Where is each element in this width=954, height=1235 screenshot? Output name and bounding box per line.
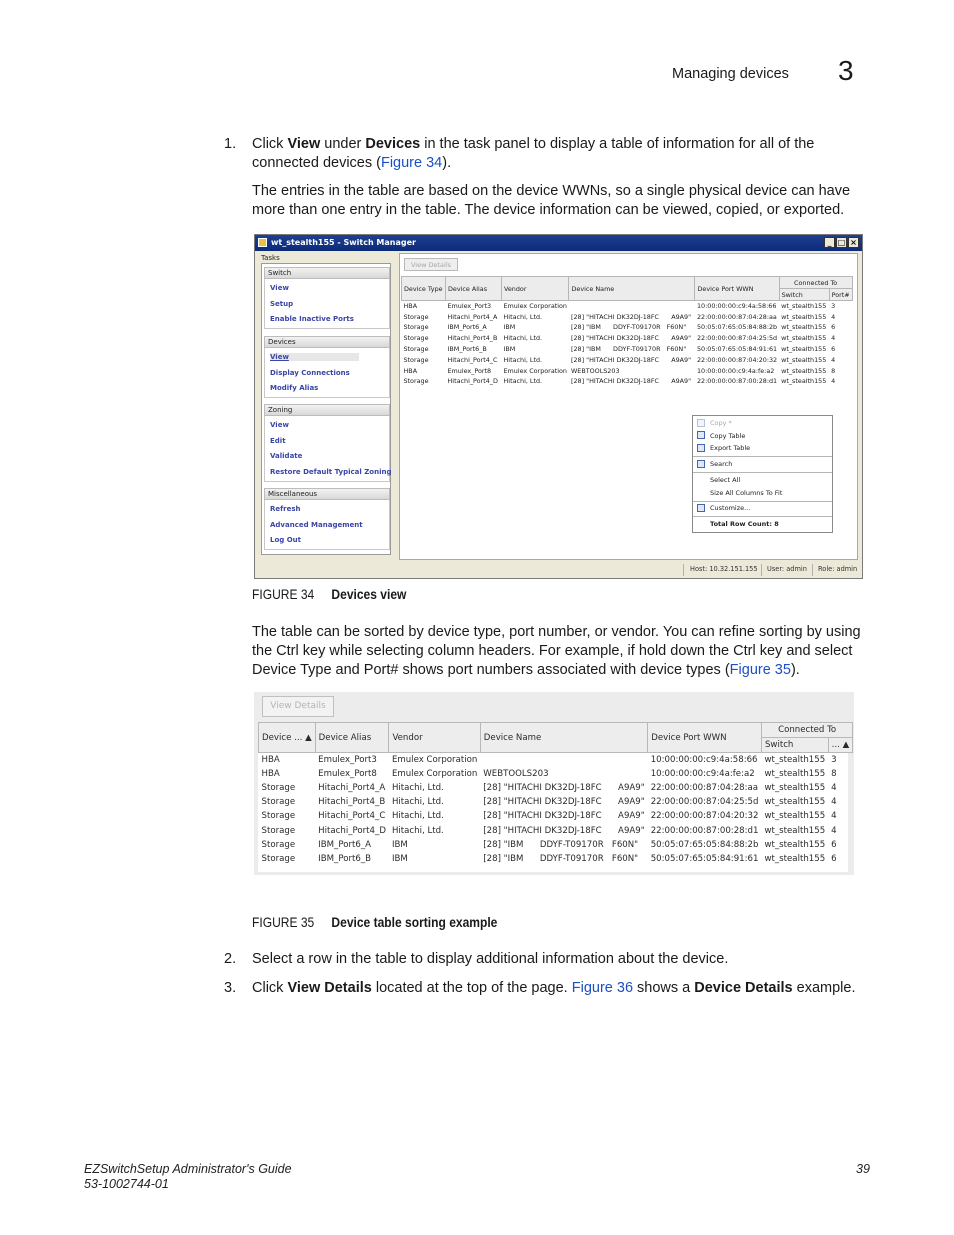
- table-cell: Storage: [261, 825, 296, 836]
- zoning-group: Zoning View Edit Validate Restore Default Typical Zoning: [264, 404, 390, 482]
- table-cell: Storage: [261, 853, 296, 864]
- table-cell: 4: [831, 355, 836, 364]
- sorted-table-area: [258, 722, 848, 872]
- table-cell: [28] "HITACHI DK32DJ-18FC A9A9": [570, 312, 692, 321]
- table-cell: Hitachi, Ltd.: [503, 355, 543, 364]
- table-row[interactable]: [402, 322, 853, 333]
- table-cell: Emulex Corporation: [503, 302, 567, 311]
- table-cell: Storage: [403, 345, 429, 354]
- col-vendor[interactable]: Vendor: [502, 277, 569, 301]
- step-1-paragraph: The entries in the table are based on the device WWNs, so a single physical device can have more than one entry in the table. The device information can be viewed, copied, or exported.: [252, 183, 851, 218]
- table-row[interactable]: [259, 838, 853, 852]
- switch-manager-window: [254, 234, 863, 579]
- table-row[interactable]: [402, 301, 853, 312]
- sorted-devices-table: [258, 722, 853, 866]
- table-cell: Storage: [261, 782, 296, 793]
- col-device-type[interactable]: Device Type: [402, 277, 446, 301]
- task-zoning-edit[interactable]: Edit: [270, 436, 286, 445]
- table-cell: IBM: [503, 323, 516, 332]
- table-cell: Emulex Corporation: [391, 768, 478, 779]
- table-cell: 22:00:00:00:87:04:25:5d: [696, 334, 778, 343]
- col-switch[interactable]: Switch: [779, 289, 829, 301]
- status-user: User: admin: [767, 565, 807, 573]
- task-log-out[interactable]: Log Out: [270, 536, 301, 544]
- figure-35-caption: FIGURE 35 Device table sorting example: [252, 914, 498, 930]
- footer-page-number: 39: [856, 1162, 870, 1176]
- table-cell: wt_stealth155: [764, 797, 826, 808]
- table-cell: IBM: [391, 839, 408, 850]
- table-row[interactable]: [402, 311, 853, 322]
- table-cell: [28] "HITACHI DK32DJ-18FC A9A9": [570, 334, 692, 343]
- view-details-button[interactable]: View Details: [262, 696, 334, 717]
- table-cell: IBM_Port6_B: [447, 345, 487, 354]
- step-2-text: Select a row in the table to display additional information about the device.: [252, 951, 729, 967]
- table-cell: Storage: [261, 811, 296, 822]
- table-cell: IBM: [391, 853, 408, 864]
- task-modify-alias[interactable]: Modify Alias: [270, 384, 319, 392]
- col-device-port-wwn[interactable]: Device Port WWN: [695, 277, 779, 301]
- table-cell: Hitachi_Port4_B: [447, 334, 498, 343]
- task-switch-setup[interactable]: Setup: [270, 299, 294, 308]
- table-cell: 50:05:07:65:05:84:88:2b: [696, 323, 778, 332]
- table-cell: 50:05:07:65:05:84:91:61: [696, 345, 778, 354]
- table-cell: Emulex_Port3: [318, 754, 377, 765]
- table-cell: Storage: [403, 355, 429, 364]
- table-cell: [28] "HITACHI DK32DJ-18FC A9A9": [483, 782, 645, 793]
- table-cell: Hitachi_Port4_C: [447, 355, 498, 364]
- table-cell: 4: [831, 811, 837, 822]
- table-cell: WEBTOOLS203: [570, 366, 620, 375]
- table-cell: 10:00:00:00:c9:4a:58:66: [696, 302, 777, 311]
- col-port[interactable]: Port#: [829, 289, 852, 301]
- task-refresh[interactable]: Refresh: [270, 505, 301, 513]
- table-row[interactable]: [259, 823, 853, 837]
- table-cell: HBA: [261, 768, 280, 779]
- table-cell: 4: [831, 334, 836, 343]
- table-row[interactable]: [402, 344, 853, 355]
- table-cell: wt_stealth155: [764, 782, 826, 793]
- table-cell: 10:00:00:00:c9:4a:58:66: [650, 754, 758, 765]
- table-cell: Hitachi_Port4_B: [318, 797, 386, 808]
- task-zoning-view[interactable]: View: [270, 421, 289, 429]
- table-cell: Hitachi, Ltd.: [503, 312, 543, 321]
- task-display-connections[interactable]: Display Connections: [270, 368, 350, 377]
- search-icon: [697, 460, 705, 468]
- table-cell: IBM_Port6_A: [447, 323, 487, 332]
- table-cell: HBA: [261, 754, 280, 765]
- table-cell: Hitachi, Ltd.: [391, 782, 444, 793]
- table-cell: [569, 301, 695, 312]
- step-number: 1.: [224, 136, 237, 152]
- task-enable-inactive-ports[interactable]: Enable Inactive Ports: [270, 315, 354, 323]
- copy-table-icon: [697, 431, 705, 439]
- copy-icon: [697, 419, 705, 427]
- table-cell: [28] "HITACHI DK32DJ-18FC A9A9": [570, 355, 692, 364]
- table-cell: 22:00:00:00:87:00:28:d1: [696, 377, 778, 386]
- table-cell: wt_stealth155: [781, 366, 827, 375]
- table-row[interactable]: [402, 333, 853, 344]
- table-row[interactable]: [259, 767, 853, 781]
- switch-group: Switch View Setup Enable Inactive Ports: [264, 267, 390, 329]
- col-device-type-sorted[interactable]: Device ... ▲: [259, 723, 316, 753]
- table-cell: Storage: [261, 839, 296, 850]
- task-advanced-management[interactable]: Advanced Management: [270, 520, 363, 529]
- task-switch-view[interactable]: View: [270, 284, 289, 292]
- table-row[interactable]: [259, 781, 853, 795]
- col-switch[interactable]: Switch: [761, 738, 828, 753]
- table-cell: Hitachi, Ltd.: [503, 334, 543, 343]
- table-cell: wt_stealth155: [781, 312, 827, 321]
- export-icon: [697, 444, 705, 452]
- step-number: 3.: [224, 980, 237, 996]
- table-cell: wt_stealth155: [764, 754, 826, 765]
- chapter-number: 3: [838, 55, 854, 86]
- table-row[interactable]: [402, 354, 853, 365]
- view-details-button[interactable]: View Details: [404, 258, 458, 271]
- menu-customize[interactable]: Customize...: [710, 504, 751, 512]
- footer-guide-title: EZSwitchSetup Administrator's Guide: [84, 1162, 292, 1176]
- table-cell: Hitachi, Ltd.: [391, 797, 444, 808]
- table-cell: [28] "HITACHI DK32DJ-18FC A9A9": [483, 811, 645, 822]
- table-cell: wt_stealth155: [781, 334, 827, 343]
- table-cell: 6: [831, 839, 837, 850]
- col-vendor[interactable]: Vendor: [389, 723, 480, 753]
- sorting-paragraph: The table can be sorted by device type, port number, or vendor. You can refine sorting by using the Ctrl key while selecting column headers. For example, if hold down the Ctrl key and select Device Type and Port# shows port numbers associated with device types (Figure 35).: [252, 624, 861, 678]
- step-1-text: Click View under Devices in the task panel to display a table of information for all of the connected devices (Figure 34).: [252, 136, 815, 171]
- table-cell: 4: [831, 312, 836, 321]
- col-connected-to: Connected To: [779, 277, 852, 289]
- close-button[interactable]: ×: [848, 237, 859, 248]
- customize-icon: [697, 504, 705, 512]
- menu-select-all[interactable]: Select All: [710, 476, 741, 484]
- app-icon: [258, 238, 267, 247]
- col-device-name[interactable]: Device Name: [569, 277, 695, 301]
- table-cell: wt_stealth155: [781, 355, 827, 364]
- running-header-title: Managing devices: [672, 66, 789, 82]
- table-row[interactable]: [259, 809, 853, 823]
- menu-copy-table[interactable]: Copy Table: [710, 432, 746, 440]
- table-cell: 6: [831, 345, 836, 354]
- table-row[interactable]: [259, 795, 853, 809]
- context-menu: [692, 415, 833, 533]
- table-cell: Storage: [403, 334, 429, 343]
- table-cell: 22:00:00:00:87:04:28:aa: [696, 312, 777, 321]
- task-restore-default-zoning[interactable]: Restore Default Typical Zoning: [270, 467, 392, 476]
- table-cell: IBM_Port6_B: [318, 853, 372, 864]
- table-cell: Hitachi, Ltd.: [391, 811, 444, 822]
- table-cell: 8: [831, 366, 836, 375]
- table-cell: IBM: [503, 345, 516, 354]
- status-role: Role: admin: [818, 565, 858, 573]
- table-cell: 4: [831, 377, 836, 386]
- task-panel: [261, 263, 391, 555]
- table-cell: [28] "HITACHI DK32DJ-18FC A9A9": [570, 377, 692, 386]
- table-cell: Emulex Corporation: [391, 754, 478, 765]
- table-cell: 4: [831, 797, 837, 808]
- task-zoning-validate[interactable]: Validate: [270, 452, 303, 460]
- table-cell: 22:00:00:00:87:04:20:32: [696, 355, 778, 364]
- table-cell: wt_stealth155: [781, 323, 827, 332]
- table-cell: [28] "HITACHI DK32DJ-18FC A9A9": [483, 825, 645, 836]
- table-cell: Hitachi_Port4_A: [447, 312, 498, 321]
- col-device-alias[interactable]: Device Alias: [446, 277, 502, 301]
- table-cell: 6: [831, 853, 837, 864]
- table-cell: 10:00:00:00:c9:4a:fe:a2: [696, 366, 775, 375]
- table-cell: Storage: [261, 797, 296, 808]
- status-bar: [255, 563, 862, 577]
- table-cell: [28] "IBM DDYF-T09170R F60N": [483, 853, 639, 864]
- table-cell: Hitachi, Ltd.: [391, 825, 444, 836]
- menu-search[interactable]: Search: [710, 460, 733, 468]
- window-titlebar: wt_stealth155 - Switch Manager _ □ ×: [255, 235, 862, 251]
- table-cell: Emulex_Port8: [447, 366, 492, 375]
- table-cell: Storage: [403, 312, 429, 321]
- table-cell: 3: [831, 754, 837, 765]
- devices-group: Devices View Display Connections Modify Alias: [264, 336, 390, 398]
- minimize-button[interactable]: _: [824, 237, 835, 248]
- sorted-table-figure: [254, 692, 854, 875]
- table-cell: 50:05:07:65:05:84:88:2b: [650, 839, 759, 850]
- table-cell: wt_stealth155: [764, 768, 826, 779]
- table-cell: 22:00:00:00:87:00:28:d1: [650, 825, 759, 836]
- menu-export-table[interactable]: Export Table: [710, 444, 751, 452]
- menu-size-all-columns[interactable]: Size All Columns To Fit: [710, 489, 783, 497]
- table-cell: 22:00:00:00:87:04:25:5d: [650, 797, 759, 808]
- footer-doc-number: 53-1002744-01: [84, 1177, 169, 1191]
- table-cell: wt_stealth155: [764, 811, 826, 822]
- table-cell: 3: [831, 302, 836, 311]
- table-cell: wt_stealth155: [781, 345, 827, 354]
- maximize-button[interactable]: □: [837, 238, 846, 247]
- table-cell: [28] "IBM DDYF-T09170R F60N": [483, 839, 639, 850]
- table-cell: Hitachi_Port4_D: [318, 825, 386, 836]
- table-cell: 22:00:00:00:87:04:28:aa: [650, 782, 759, 793]
- table-cell: 22:00:00:00:87:04:20:32: [650, 811, 759, 822]
- table-cell: Storage: [403, 323, 429, 332]
- figure-35-link[interactable]: Figure 35: [729, 662, 791, 678]
- table-cell: wt_stealth155: [764, 853, 826, 864]
- col-port-sorted[interactable]: ... ▲: [828, 738, 853, 753]
- table-row[interactable]: [402, 365, 853, 376]
- table-cell: wt_stealth155: [764, 839, 826, 850]
- table-row[interactable]: [259, 852, 853, 866]
- table-cell: [28] "HITACHI DK32DJ-18FC A9A9": [483, 797, 645, 808]
- table-cell: Hitachi, Ltd.: [503, 377, 543, 386]
- table-cell: wt_stealth155: [764, 825, 826, 836]
- table-cell: Hitachi_Port4_D: [447, 377, 498, 386]
- devices-table: [401, 276, 853, 387]
- figure-34-link[interactable]: Figure 34: [380, 155, 443, 171]
- figure-34-caption: FIGURE 34 Devices view: [252, 586, 407, 602]
- status-host: Host: 10.32.151.155: [690, 565, 758, 573]
- table-cell: Emulex_Port3: [447, 302, 492, 311]
- sort-ascending-icon: ▲: [842, 740, 850, 750]
- col-device-port-wwn[interactable]: Device Port WWN: [648, 723, 762, 753]
- table-cell: Hitachi_Port4_C: [318, 811, 386, 822]
- col-connected-to: Connected To: [761, 723, 852, 738]
- table-cell: wt_stealth155: [781, 377, 827, 386]
- table-cell: HBA: [403, 302, 418, 311]
- table-cell: [28] "IBM DDYF-T09170R F60N": [570, 345, 687, 354]
- step-number: 2.: [224, 951, 237, 967]
- sort-ascending-icon: ▲: [305, 732, 312, 743]
- table-cell: WEBTOOLS203: [483, 768, 549, 779]
- table-cell: wt_stealth155: [781, 302, 827, 311]
- table-cell: 6: [831, 323, 836, 332]
- col-device-alias[interactable]: Device Alias: [315, 723, 389, 753]
- table-cell: Emulex_Port8: [318, 768, 377, 779]
- table-cell: [28] "IBM DDYF-T09170R F60N": [570, 323, 687, 332]
- table-cell: 4: [831, 782, 837, 793]
- table-cell: Emulex Corporation: [503, 366, 567, 375]
- step-3-text: Click View Details located at the top of the page. Figure 36 shows a Device Details example.: [252, 980, 856, 996]
- table-cell: Hitachi_Port4_A: [318, 782, 386, 793]
- devices-table-area: [399, 253, 858, 560]
- tasks-label: Tasks: [261, 254, 280, 262]
- table-row[interactable]: [402, 376, 853, 387]
- table-cell: [480, 753, 647, 767]
- figure-36-link[interactable]: Figure 36: [571, 980, 634, 996]
- table-cell: 50:05:07:65:05:84:91:61: [650, 853, 759, 864]
- table-cell: 4: [831, 825, 837, 836]
- table-cell: 10:00:00:00:c9:4a:fe:a2: [650, 768, 755, 779]
- menu-copy[interactable]: Copy *: [710, 419, 732, 427]
- misc-group: Miscellaneous Refresh Advanced Management Log Out: [264, 488, 390, 550]
- col-device-name[interactable]: Device Name: [480, 723, 647, 753]
- table-cell: IBM_Port6_A: [318, 839, 371, 850]
- menu-total-row-count: Total Row Count: 8: [710, 520, 779, 528]
- table-cell: 8: [831, 768, 837, 779]
- table-cell: HBA: [403, 366, 418, 375]
- table-row[interactable]: [259, 753, 853, 767]
- table-cell: Storage: [403, 377, 429, 386]
- task-devices-view[interactable]: View: [265, 350, 389, 366]
